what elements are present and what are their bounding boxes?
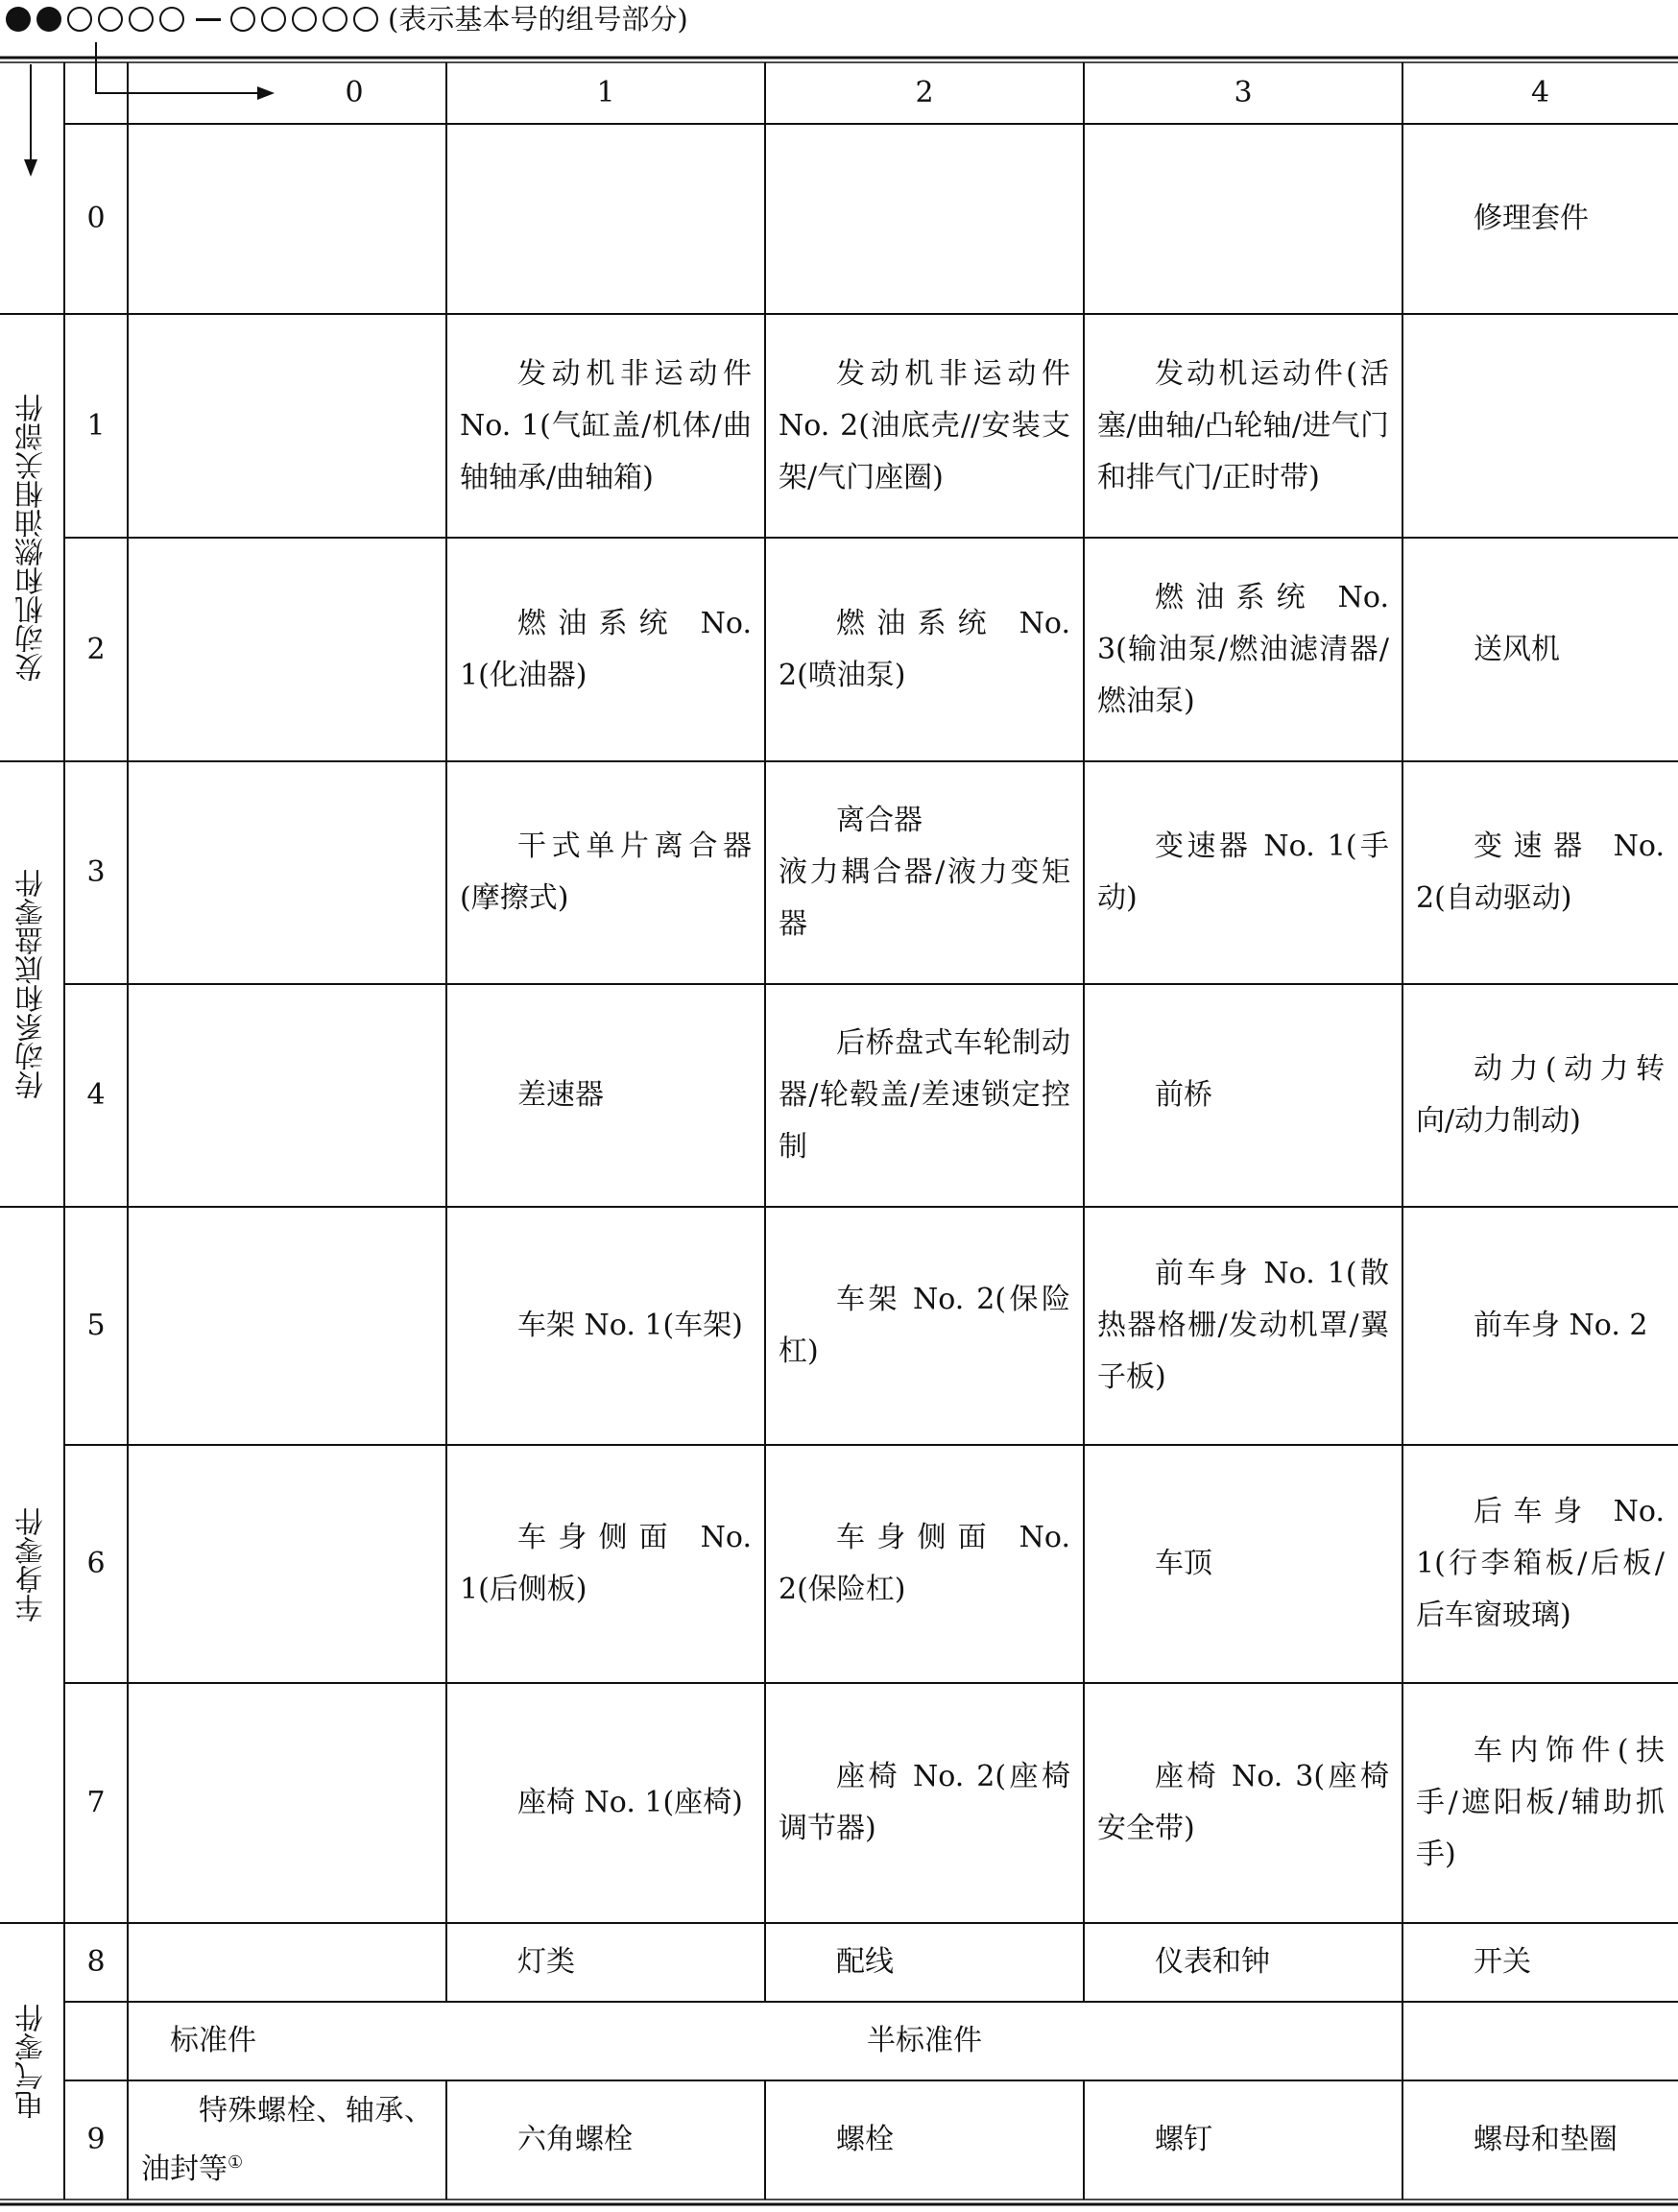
table-cell: 发动机非运动件 No. 2(油底壳//安装支架/气门座圈): [779, 356, 1070, 494]
table-cell: [765, 124, 1084, 314]
table-cell: 发动机非运动件 No. 1(气缸盖/机体/曲轴轴承/曲轴箱): [460, 356, 752, 494]
row-number-9: 9: [86, 2123, 106, 2156]
row-9-cell-2: 螺栓: [836, 2123, 894, 2156]
col-header-0: 0: [345, 76, 364, 109]
table-cell: [128, 1923, 446, 2002]
table-cell: [128, 984, 446, 1207]
group-label-electrical: 电气零件: [14, 2004, 49, 2119]
table-cell: 变速器 No. 2(自动驱动): [1416, 830, 1665, 915]
col-header-2: 2: [915, 76, 934, 109]
table-cell: 送风机: [1474, 632, 1560, 666]
table-cell: 灯类: [517, 1945, 575, 1979]
table-cell: [128, 1683, 446, 1923]
row-9-cell-4: 螺母和垫圈: [1474, 2123, 1618, 2156]
table-cell: 后桥盘式车轮制动器/轮毂盖/差速锁定控制: [779, 1026, 1070, 1164]
table-cell: 车身侧面 No. 1(后侧板): [460, 1521, 752, 1606]
table-cell: 动力(动力转向/动力制动): [1416, 1052, 1665, 1138]
row-number: 5: [86, 1309, 106, 1342]
row-number: 0: [86, 202, 106, 235]
table-cell: [128, 1445, 446, 1683]
table-cell: 后车身 No. 1(行李箱板/后板/后车窗玻璃): [1416, 1495, 1665, 1632]
table-cell: 车内饰件(扶手/遮阳板/辅助抓手): [1416, 1734, 1665, 1871]
table-cell: 干式单片离合器(摩擦式): [460, 830, 752, 915]
table-cell: [128, 314, 446, 538]
row-number: 3: [86, 855, 106, 889]
table-cell: 离合器 液力耦合器/液力变矩器: [779, 804, 1070, 941]
footnote-mark: ①: [228, 2152, 244, 2173]
table-cell: 燃油系统 No. 2(喷油泵): [779, 606, 1070, 692]
table-cell: [128, 124, 446, 314]
arrow-down-icon: [24, 159, 37, 177]
row-number: 8: [86, 1945, 106, 1979]
table-cell: 车架 No. 2(保险杠): [779, 1283, 1070, 1368]
table-cell: 前车身 No. 2: [1474, 1309, 1648, 1342]
semi-standard-parts-label: 半标准件: [867, 2024, 982, 2057]
table-cell: 车顶: [1155, 1547, 1212, 1580]
row-9-cell-0-text: 特殊螺栓、轴承、油封等: [141, 2093, 433, 2186]
table-cell: 座椅 No. 1(座椅): [517, 1786, 743, 1819]
table-cell: [128, 761, 446, 984]
row-number: 2: [86, 632, 106, 666]
table-cell: 差速器: [517, 1078, 604, 1112]
table-cell: 发动机运动件(活塞/曲轴/凸轮轴/进气门和排气门/正时带): [1097, 356, 1389, 494]
table-cell: [128, 1207, 446, 1445]
table-cell: [1402, 314, 1678, 538]
standard-parts-label: 标准件: [170, 2024, 256, 2057]
group-label-engine: 发动机和燃油相关部件: [14, 394, 49, 682]
table-cell: 座椅 No. 2(座椅调节器): [779, 1760, 1070, 1845]
row-number: 7: [86, 1786, 106, 1819]
row-9-cell-3: 螺钉: [1155, 2123, 1212, 2156]
header-note: (表示基本号的组号部分): [388, 3, 688, 36]
row-number: 6: [86, 1547, 106, 1580]
table-cell: 燃油系统 No. 1(化油器): [460, 606, 752, 692]
table-cell: 修理套件: [1474, 202, 1589, 235]
group-label-body: 车身零件: [14, 1507, 49, 1623]
table-cell: 开关: [1474, 1945, 1531, 1979]
row-number: 4: [86, 1078, 106, 1112]
group-label-drivetrain: 传动系和底盘零件: [14, 869, 49, 1099]
table-cell: 变速器 No. 1(手动): [1097, 830, 1389, 915]
table-cell: 前桥: [1155, 1078, 1212, 1112]
table-cell: 前车身 No. 1(散热器格栅/发动机罩/翼子板): [1097, 1257, 1389, 1394]
col-header-3: 3: [1234, 76, 1253, 109]
table-cell: 车架 No. 1(车架): [517, 1309, 743, 1342]
col-header-4: 4: [1530, 76, 1550, 109]
table-cell: 仪表和钟: [1155, 1945, 1270, 1979]
table-cell: 座椅 No. 3(座椅安全带): [1097, 1760, 1389, 1845]
table-cell: [1084, 124, 1402, 314]
col-header-1: 1: [596, 76, 615, 109]
row-9-cell-0: [128, 2080, 446, 2200]
table-cell: 车身侧面 No. 2(保险杠): [779, 1521, 1070, 1606]
table-cell: [446, 124, 765, 314]
table-cell: 燃油系统 No. 3(输油泵/燃油滤清器/燃油泵): [1097, 580, 1389, 718]
table-cell: 配线: [836, 1945, 894, 1979]
table-cell: [128, 538, 446, 761]
row-9-cell-1: 六角螺栓: [517, 2123, 633, 2156]
row-number: 1: [86, 408, 106, 443]
